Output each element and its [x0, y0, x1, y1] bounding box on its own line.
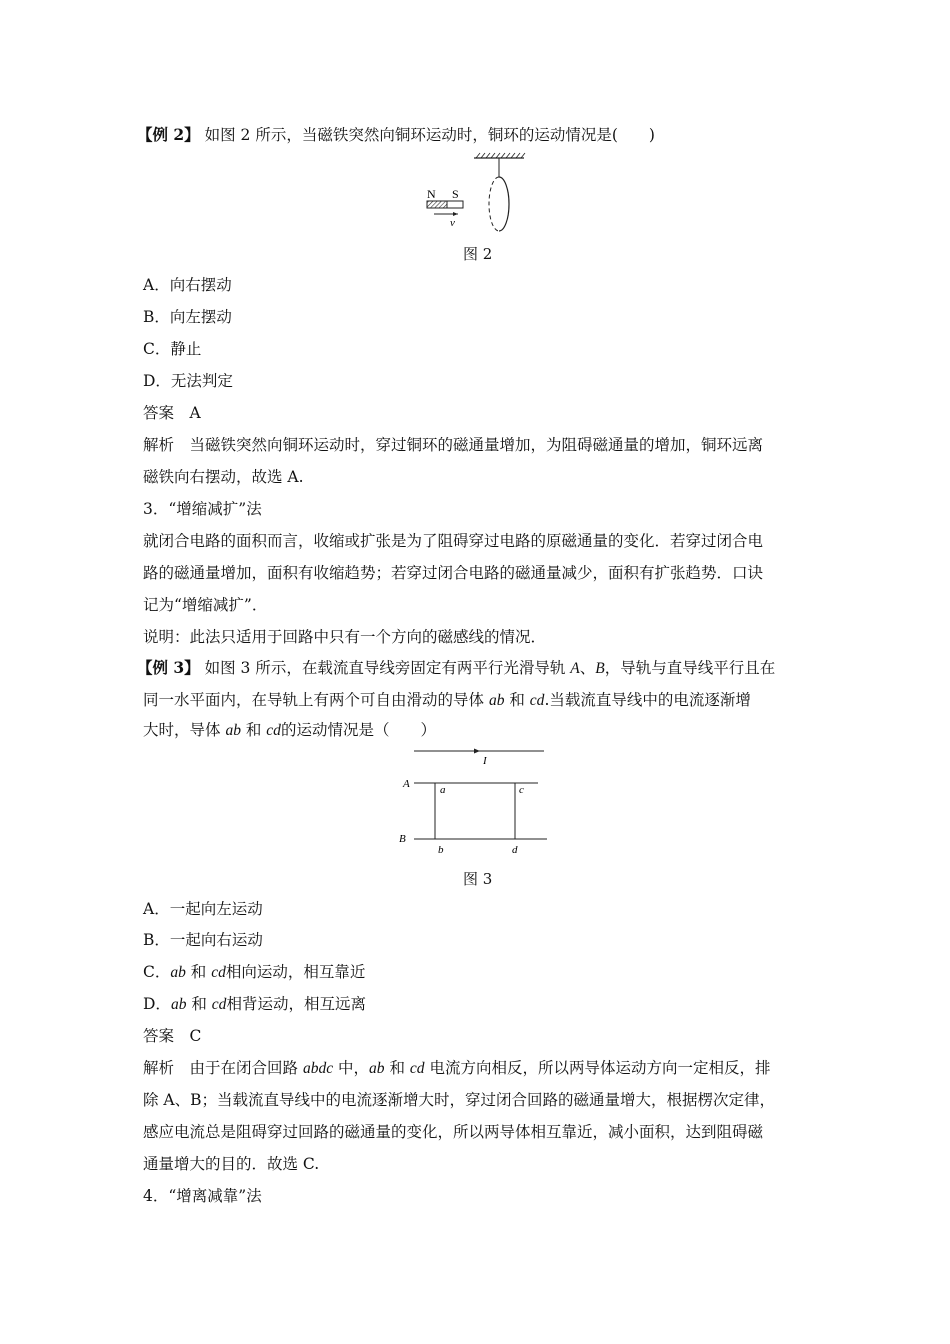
- analysis-text: 解析 由于在闭合回路: [143, 1059, 303, 1077]
- ex3-answer: 答案 C: [143, 1027, 202, 1045]
- figure-2-caption: 图 2: [463, 245, 493, 263]
- velocity-label: v: [450, 217, 455, 229]
- ex3-option-c: [143, 962, 365, 983]
- ex3-option-b: B．一起向右运动: [143, 931, 263, 949]
- ex3-option-a: A．一起向左运动: [143, 900, 263, 918]
- option-text: D．: [143, 995, 171, 1013]
- figure-3-caption: 图 3: [463, 870, 493, 888]
- section-3-body-line-3: 记为“增缩减扩”．: [143, 596, 268, 614]
- point-c-label: c: [519, 784, 524, 796]
- option-text: 和: [185, 963, 212, 981]
- ex3-analysis-line-2: 除 A、B；当载流直导线中的电流逐渐增大时，穿过闭合回路的磁通量增大，根据楞次定律，: [143, 1091, 776, 1109]
- example-2-question: [137, 125, 655, 145]
- ex3-analysis-line-3: 感应电流总是阻碍穿过回路的磁通量的变化，所以两导体相互靠近，减小面积，达到阻碍磁: [143, 1123, 764, 1141]
- analysis-text: 中，: [333, 1059, 370, 1077]
- figure-2: [420, 150, 540, 230]
- rail-a-symbol: A: [570, 660, 580, 677]
- conductor-ab-symbol: ab: [170, 964, 186, 981]
- option-text: C．: [143, 963, 171, 981]
- current-label: I: [483, 755, 487, 767]
- analysis-text: 电流方向相反，所以两导体运动方向一定相反，排: [424, 1059, 771, 1077]
- option-text: 和: [186, 995, 212, 1013]
- conductor-cd-symbol: cd: [409, 1060, 425, 1077]
- section-3-heading: 3．“增缩减扩”法: [143, 500, 262, 518]
- ex3-analysis-line-1: [143, 1058, 770, 1079]
- example-3-stem-line-1: [137, 658, 775, 679]
- conductor-cd-symbol: cd: [266, 722, 281, 739]
- stem-text: 大时，导体: [143, 721, 226, 739]
- ex2-option-d: D．无法判定: [143, 372, 233, 390]
- ex2-analysis-line-1: 解析 当磁铁突然向铜环运动时，穿过铜环的磁通量增加，为阻碍磁通量的增加，铜环远离: [143, 436, 764, 454]
- example-3-stem-line-3: [143, 720, 436, 741]
- stem-text: ，导轨与直导线平行且在: [604, 659, 776, 677]
- loop-abdc-symbol: abdc: [302, 1060, 334, 1077]
- ex2-option-a: A．向右摆动: [143, 276, 232, 294]
- conductor-ab-symbol: ab: [488, 692, 505, 709]
- rail-a-label: A: [403, 778, 410, 790]
- option-text: 相背运动，相互远离: [226, 995, 366, 1013]
- point-d-label: d: [512, 844, 518, 856]
- ex3-option-d: [143, 994, 366, 1015]
- stem-text: 、: [579, 659, 596, 677]
- stem-text: 和: [240, 721, 267, 739]
- magnet-s-label: S: [452, 187, 459, 201]
- section-3-body-line-2: 路的磁通量增加，面积有收缩趋势；若穿过闭合电路的磁通量减少，面积有扩张趋势．口诀: [143, 564, 764, 582]
- analysis-text: 和: [384, 1059, 410, 1077]
- rail-b-symbol: B: [595, 660, 605, 677]
- point-a-label: a: [440, 784, 446, 796]
- section-4-heading: 4．“增离减靠”法: [143, 1187, 262, 1205]
- example-3-stem-line-2: [143, 690, 751, 711]
- magnet-n-label: N: [427, 187, 436, 201]
- rail-b-label: B: [399, 833, 406, 845]
- example-2-stem: 如图 2 所示，当磁铁突然向铜环运动时，铜环的运动情况是( ): [204, 126, 655, 144]
- ex2-option-c: C．静止: [143, 340, 202, 358]
- point-b-label: b: [438, 844, 444, 856]
- example-3-tag: 【例 3】: [137, 658, 200, 677]
- ex2-answer: 答案 A: [143, 404, 201, 422]
- conductor-ab-symbol: ab: [225, 722, 241, 739]
- stem-text: 同一水平面内，在导轨上有两个可自由滑动的导体: [143, 691, 489, 709]
- example-2-tag: 【例 2】: [137, 125, 200, 144]
- section-3-body-line-1: 就闭合电路的面积而言，收缩或扩张是为了阻碍穿过电路的原磁通量的变化．若穿过闭合电: [143, 532, 764, 550]
- ex2-analysis-line-2: 磁铁向右摆动，故选 A.: [143, 468, 304, 486]
- figure-3: [395, 745, 555, 855]
- conductor-cd-symbol: cd: [211, 964, 226, 981]
- ex2-option-b: B．向左摆动: [143, 308, 232, 326]
- conductor-ab-symbol: ab: [170, 996, 187, 1013]
- conductor-cd-symbol: cd: [211, 996, 227, 1013]
- section-3-note: 说明：此法只适用于回路中只有一个方向的磁感线的情况．: [143, 628, 547, 646]
- conductor-cd-symbol: cd: [529, 692, 545, 709]
- stem-text: 的运动情况是（ ）: [280, 721, 436, 739]
- conductor-ab-symbol: ab: [369, 1060, 385, 1077]
- stem-text: .当载流直导线中的电流逐渐增: [544, 691, 751, 709]
- option-text: 相向运动，相互靠近: [225, 963, 366, 981]
- stem-text: 和: [504, 691, 530, 709]
- ex3-analysis-line-4: 通量增大的目的．故选 C.: [143, 1155, 320, 1173]
- stem-text: 如图 3 所示，在载流直导线旁固定有两平行光滑导轨: [204, 659, 571, 677]
